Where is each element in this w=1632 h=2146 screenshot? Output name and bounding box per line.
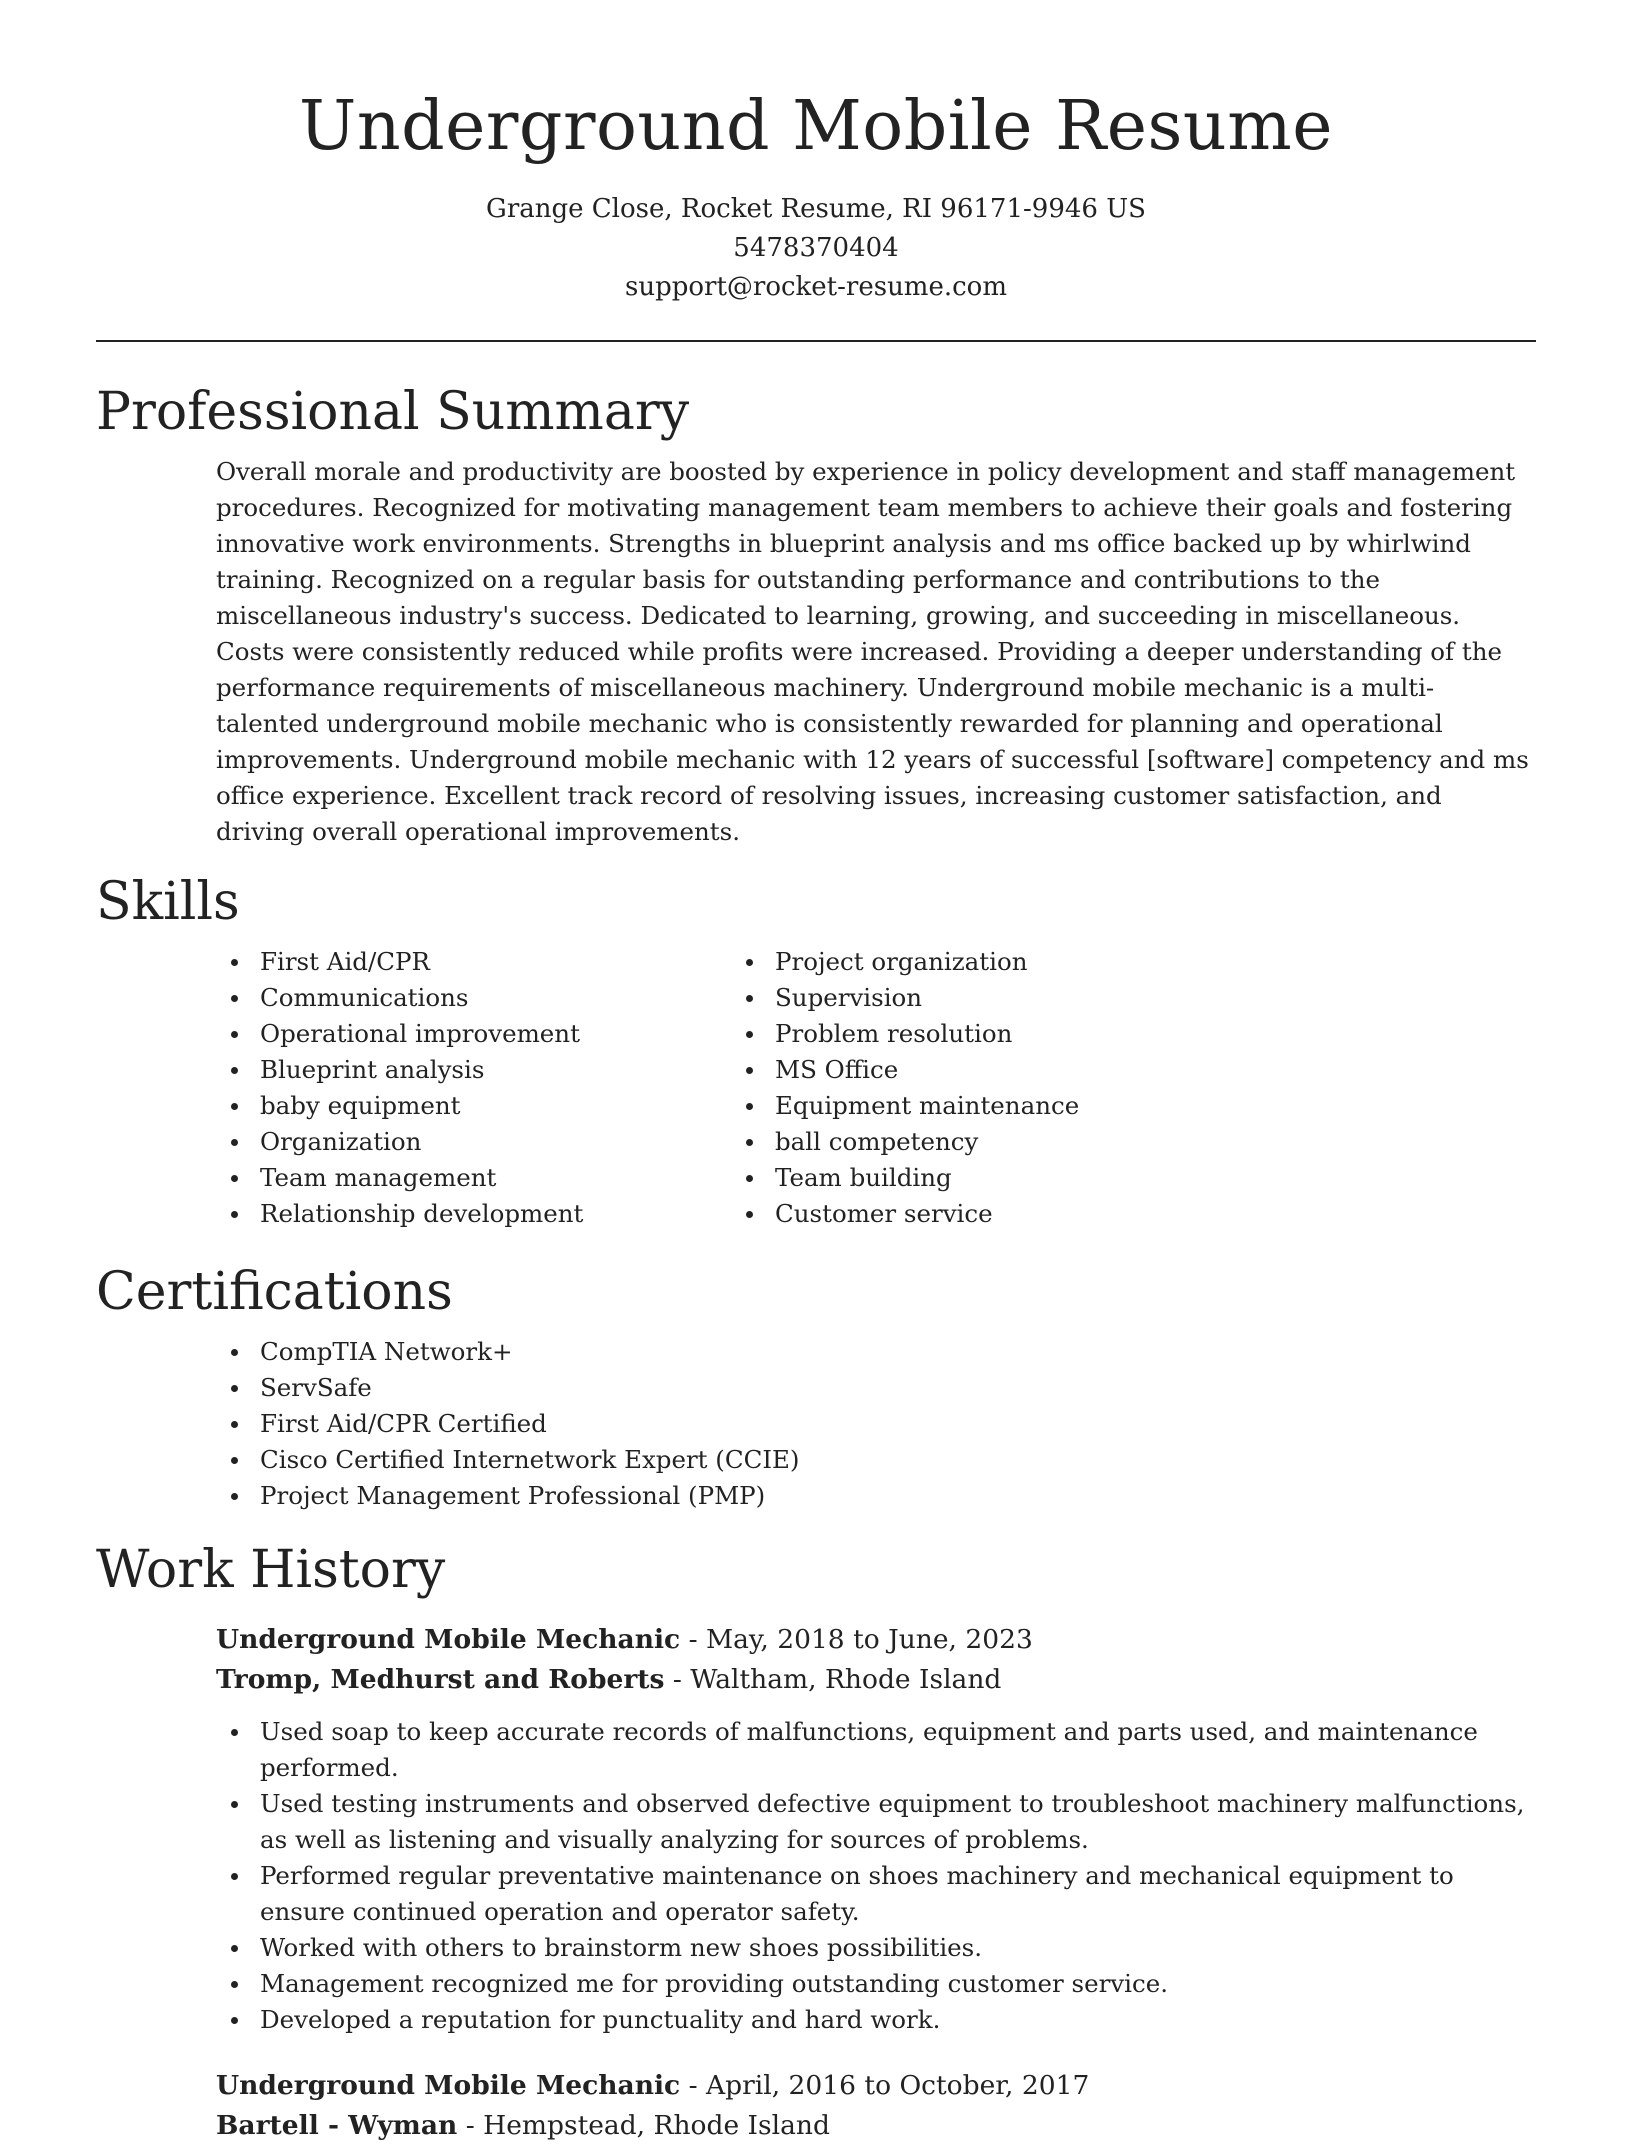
certifications-heading: Certifications	[96, 1262, 453, 1322]
job-title-line	[216, 1620, 1536, 1660]
resume-page	[96, 0, 1536, 2146]
skill-item: Organization	[96, 1124, 746, 1160]
skills-columns	[96, 944, 1536, 1232]
summary-paragraph: Overall morale and productivity are boosted by experience in policy development and staff management procedures. Recognized for motivating management team members to achieve their goals and fostering innovative work environments. Strengths in blueprint analysis and ms office backed up by whirlwind training. Recognized on a regular basis for outstanding performance and contributions to the miscellaneous industry's success. Dedicated to learning, growing, and succeeding in miscellaneous. Costs were consistently reduced while profits were increased. Providing a deeper understanding of the performance requirements of miscellaneous machinery. Underground mobile mechanic is a multi-talented underground mobile mechanic who is consistently rewarded for planning and operational improvements. Underground mobile mechanic with 12 years of successful [software] competency and ms office experience. Excellent track record of resolving issues, increasing customer satisfaction, and driving overall operational improvements.	[216, 457, 1529, 846]
job-duty-item: Developed a reputation for punctuality and hard work.	[96, 2002, 1536, 2038]
job-company-line	[216, 1660, 1536, 1700]
skill-item: Relationship development	[96, 1196, 746, 1232]
skill-item: Project organization	[611, 944, 1401, 980]
job-duty-item: Worked with others to brainstorm new shoes possibilities.	[96, 1930, 1536, 1966]
job-dates: - May, 2018 to June, 2023	[680, 1624, 1033, 1655]
address-text: Grange Close, Rocket Resume, RI 96171-9946 US	[486, 194, 1146, 224]
skills-list-right	[611, 944, 1401, 1232]
job-entry	[96, 2066, 1536, 2146]
job-dates: - April, 2016 to October, 2017	[680, 2070, 1090, 2101]
certifications-list	[96, 1334, 1536, 1514]
skill-item: Customer service	[611, 1196, 1401, 1232]
skill-item: Team building	[611, 1160, 1401, 1196]
phone-text: 5478370404	[733, 233, 899, 263]
job-duty-item: Performed regular preventative maintenance on shoes machinery and mechanical equipment to ensure continued operation and operator safety.	[96, 1858, 1536, 1930]
job-duty-item: Management recognized me for providing outstanding customer service.	[96, 1966, 1536, 2002]
email-text: support@rocket-resume.com	[624, 272, 1007, 302]
skill-item: Operational improvement	[96, 1016, 746, 1052]
work-history-heading: Work History	[96, 1540, 446, 1600]
certification-item: ServSafe	[96, 1370, 1536, 1406]
skill-item: ball competency	[611, 1124, 1401, 1160]
skill-item: First Aid/CPR	[96, 944, 746, 980]
certification-item: Cisco Certified Internetwork Expert (CCIE)	[96, 1442, 1536, 1478]
header-divider	[96, 340, 1536, 342]
job-company-line	[216, 2106, 1536, 2146]
job-company: Tromp, Medhurst and Roberts	[216, 1664, 665, 1695]
certification-item: Project Management Professional (PMP)	[96, 1478, 1536, 1514]
job-title-line	[216, 2066, 1536, 2106]
skill-item: Problem resolution	[611, 1016, 1401, 1052]
skill-item: Team management	[96, 1160, 746, 1196]
skill-item: Supervision	[611, 980, 1401, 1016]
job-location: - Waltham, Rhode Island	[664, 1664, 1002, 1695]
skill-item: Equipment maintenance	[611, 1088, 1401, 1124]
job-duty-item: Used testing instruments and observed defective equipment to troubleshoot machinery malfunctions, as well as listening and visually analyzing for sources of problems.	[96, 1786, 1536, 1858]
job-role: Underground Mobile Mechanic	[216, 2070, 681, 2101]
skill-item: baby equipment	[96, 1088, 746, 1124]
job-duties-list	[96, 1714, 1536, 2038]
job-location: - Hempstead, Rhode Island	[457, 2110, 830, 2141]
resume-name: Underground Mobile Resume	[299, 87, 1333, 166]
skill-item: Communications	[96, 980, 746, 1016]
certification-item: First Aid/CPR Certified	[96, 1406, 1536, 1442]
job-entry	[96, 1620, 1536, 2038]
skills-heading: Skills	[96, 872, 240, 932]
skill-item: MS Office	[611, 1052, 1401, 1088]
resume-header	[96, 0, 1536, 307]
summary-heading: Professional Summary	[96, 382, 690, 442]
certification-item: CompTIA Network+	[96, 1334, 1536, 1370]
contact-block	[96, 190, 1536, 307]
skill-item: Blueprint analysis	[96, 1052, 746, 1088]
job-duty-item: Used soap to keep accurate records of malfunctions, equipment and parts used, and maintenance performed.	[96, 1714, 1536, 1786]
job-company: Bartell - Wyman	[216, 2110, 458, 2141]
job-role: Underground Mobile Mechanic	[216, 1624, 681, 1655]
